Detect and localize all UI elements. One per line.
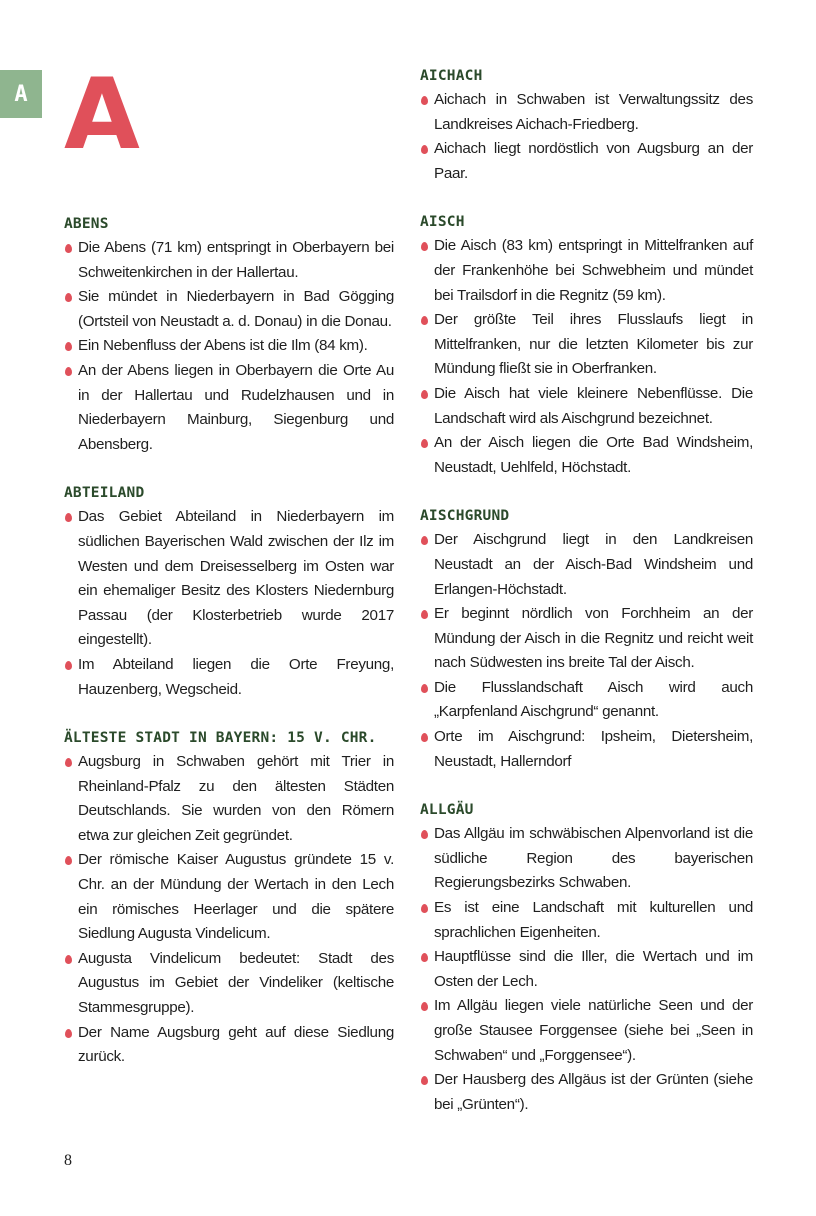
entry-heading: AISCH [420,214,465,231]
bullet-item: Augusta Vindelicum bedeutet: Stadt des Augustus im Gebiet der Vindeliker (keltische Stammesgruppe). [64,947,394,1021]
bullet-item: Aichach liegt nordöstlich von Augsburg an der Paar. [420,137,753,186]
bullet-item: Die Abens (71 km) entspringt in Oberbayern bei Schweitenkirchen in der Hallertau. [64,236,394,285]
bullet-item: Der Name Augsburg geht auf diese Siedlung zurück. [64,1021,394,1070]
bullet-item: Sie mündet in Niederbayern in Bad Gögging (Ortsteil von Neustadt a. d. Donau) in die Donau. [64,285,394,334]
page-number: 8 [64,1152,72,1169]
bullet-item: Das Gebiet Abteiland in Niederbayern im südlichen Bayerischen Wald zwischen der Ilz im Westen und dem Dreisesselberg im Osten war ein ehemaliger Besitz des Klosters Niedernburg Passau (der Klosterbetrieb wurde 2017 eingestellt). [64,505,394,653]
bullet-item: Er beginnt nördlich von Forchheim an der Mündung der Aisch in die Regnitz und reicht weit nach Südwesten ins breite Tal der Aisch. [420,602,753,676]
bullet-item: An der Abens liegen in Oberbayern die Orte Au in der Hallertau und Rudelzhausen und in Niederbayern Mainburg, Siegenburg und Abensberg. [64,359,394,457]
bullet-item: Ein Nebenfluss der Abens ist die Ilm (84 km). [64,334,394,359]
section-tab: A [0,70,42,118]
entry-heading: ÄLTESTE STADT IN BAYERN: 15 V. CHR. [64,730,377,747]
bullet-list [420,88,753,186]
bullet-item: Die Aisch (83 km) entspringt in Mittelfranken auf der Frankenhöhe bei Schwebheim und mündet bei Trailsdorf in die Regnitz (59 km). [420,234,753,308]
bullet-item: Die Aisch hat viele kleinere Nebenflüsse. Die Landschaft wird als Aischgrund bezeichnet. [420,382,753,431]
bullet-item: Im Abteiland liegen die Orte Freyung, Hauzenberg, Wegscheid. [64,653,394,702]
bullet-item: Hauptflüsse sind die Iller, die Wertach und im Osten der Lech. [420,945,753,994]
entry-heading: AISCHGRUND [420,508,510,525]
bullet-list [64,505,394,702]
bullet-list [420,822,753,1117]
entry-section [64,481,394,702]
bullet-item: Im Allgäu liegen viele natürliche Seen und der große Stausee Forggensee (siehe bei „Seen in Schwaben“ und „Forggensee“). [420,994,753,1068]
entry-section [64,726,394,1070]
entry-section [420,64,753,186]
bullet-item: Orte im Aischgrund: Ipsheim, Dietersheim, Neustadt, Hallerndorf [420,725,753,774]
bullet-item: Der römische Kaiser Augustus gründete 15 v. Chr. an der Mündung der Wertach in den Lech ein römisches Heerlager und die spätere Siedlung Augusta Vindelicum. [64,848,394,946]
bullet-item: Der größte Teil ihres Flusslaufs liegt in Mittelfranken, nur die letzten Kilometer bis zur Mündung fließt sie in Oberfranken. [420,308,753,382]
entry-heading: ALLGÄU [420,802,474,819]
bullet-item: Augsburg in Schwaben gehört mit Trier in Rheinland-Pfalz zu den ältesten Städten Deutschlands. Sie wurden von den Römern etwa zur gleichen Zeit gegründet. [64,750,394,848]
entry-section [420,798,753,1117]
bullet-item: Das Allgäu im schwäbischen Alpenvorland ist die südliche Region des bayerischen Regierungsbezirks Schwaben. [420,822,753,896]
bullet-list [420,528,753,774]
bullet-item: Der Hausberg des Allgäus ist der Grünten (siehe bei „Grünten“). [420,1068,753,1117]
right-column [420,64,753,1141]
entry-section [420,504,753,774]
entry-heading: ABTEILAND [64,485,145,502]
left-column [64,212,394,1094]
entry-section [64,212,394,457]
bullet-list [64,750,394,1070]
bullet-item: Der Aischgrund liegt in den Landkreisen Neustadt an der Aisch-Bad Windsheim und Erlangen-Höchstadt. [420,528,753,602]
entry-heading: ABENS [64,216,109,232]
bullet-item: Es ist eine Landschaft mit kulturellen und sprachlichen Eigenheiten. [420,896,753,945]
bullet-item: Die Flusslandschaft Aisch wird auch „Karpfenland Aischgrund“ genannt. [420,676,753,725]
bullet-list [64,236,394,457]
entry-section [420,210,753,480]
chapter-letter: A [64,58,140,172]
entry-heading: AICHACH [420,68,483,84]
bullet-item: An der Aisch liegen die Orte Bad Windsheim, Neustadt, Uehlfeld, Höchstadt. [420,431,753,480]
bullet-item: Aichach in Schwaben ist Verwaltungssitz des Landkreises Aichach-Friedberg. [420,88,753,137]
bullet-list [420,234,753,480]
